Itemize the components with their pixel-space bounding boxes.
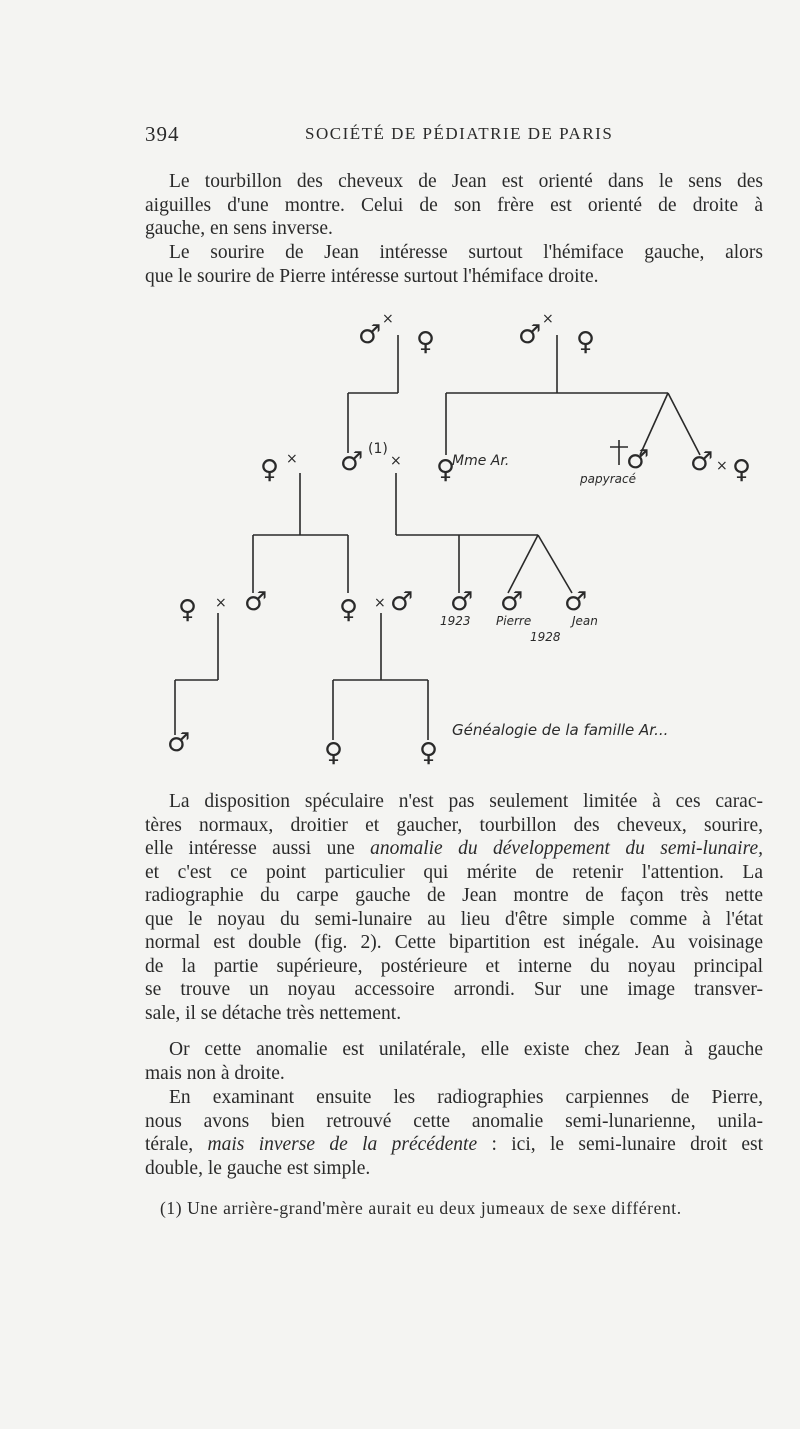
genealogy-figure bbox=[140, 295, 780, 785]
paragraph-unilateral bbox=[145, 1038, 763, 1085]
text-line: aiguilles d'une montre. Celui de son frère est orienté de droite à bbox=[145, 194, 763, 216]
page-number: 394 bbox=[145, 122, 180, 146]
label-mme-ar: Mme Ar. bbox=[452, 453, 510, 469]
male-symbol: ♂ bbox=[244, 587, 268, 617]
male-symbol: ♂ bbox=[500, 587, 524, 617]
female-symbol: ♀ bbox=[436, 455, 456, 485]
paragraph-pierre-radiographs bbox=[145, 1086, 763, 1180]
male-symbol: ♂ bbox=[167, 728, 191, 758]
male-symbol: ♂ bbox=[450, 587, 474, 617]
male-symbol: ♂ bbox=[564, 587, 588, 617]
female-symbol: ♀ bbox=[732, 455, 752, 485]
text-line: que le sourire de Pierre intéresse surtout l'hémiface droite. bbox=[145, 265, 599, 287]
text-line: que le noyau du semi-lunaire au lieu d'être simple comme à l'état bbox=[145, 908, 763, 930]
marriage-symbol: × bbox=[716, 458, 728, 474]
text-segment: elle intéresse aussi une bbox=[145, 838, 371, 859]
male-symbol: ♂ bbox=[358, 320, 382, 350]
text-line: de la partie supérieure, postérieure et interne du noyau principal bbox=[145, 955, 763, 977]
pedigree-lines bbox=[175, 335, 700, 740]
text-line: radiographie du carpe gauche de Jean montre de façon très nette bbox=[145, 885, 763, 906]
text-line: mais non à droite. bbox=[145, 1062, 285, 1084]
label-jean: Jean bbox=[572, 614, 598, 628]
paragraph-specular-disposition bbox=[145, 790, 763, 1025]
text-line: gauche, en sens inverse. bbox=[145, 218, 333, 239]
male-symbol: ♂ bbox=[690, 447, 714, 477]
running-title: SOCIÉTÉ DE PÉDIATRIE DE PARIS bbox=[305, 124, 614, 143]
female-symbol: ♀ bbox=[178, 595, 198, 625]
paragraph-hair-whorl bbox=[145, 170, 763, 241]
female-symbol: ♀ bbox=[324, 738, 344, 768]
text-line bbox=[145, 1133, 763, 1157]
text-line: Le sourire de Jean intéresse surtout l'hémiface gauche, alors bbox=[169, 242, 763, 263]
male-symbol: ♂ bbox=[340, 447, 364, 477]
text-line: nous avons bien retrouvé cette anomalie semi-lunarienne, unila- bbox=[145, 1110, 763, 1132]
marriage-symbol: × bbox=[382, 311, 394, 327]
marriage-symbol: × bbox=[215, 595, 227, 611]
text-line: et c'est ce point particulier qui mérite de retenir l'attention. La bbox=[145, 861, 763, 883]
label-papyrace: papyracé bbox=[580, 472, 636, 486]
text-line: En examinant ensuite les radiographies carpiennes de Pierre, bbox=[169, 1087, 763, 1108]
text-line bbox=[145, 837, 763, 861]
male-symbol: ♂ bbox=[626, 445, 650, 475]
text-segment: térale, bbox=[145, 1134, 208, 1155]
marriage-symbol: × bbox=[374, 595, 386, 611]
figure-caption: Généalogie de la famille Ar... bbox=[452, 721, 669, 739]
text-line: Le tourbillon des cheveux de Jean est orienté dans le sens des bbox=[169, 171, 763, 192]
label-1928: 1928 bbox=[530, 630, 561, 644]
text-line: La disposition spéculaire n'est pas seulement limitée à ces carac- bbox=[169, 791, 763, 812]
female-symbol: ♀ bbox=[419, 738, 439, 768]
emphasis-text: anomalie du développement du semi-lunaire, bbox=[370, 838, 763, 859]
male-symbol: ♂ bbox=[390, 587, 414, 617]
female-symbol: ♀ bbox=[339, 595, 359, 625]
female-symbol: ♀ bbox=[260, 455, 280, 485]
text-line: Or cette anomalie est unilatérale, elle existe chez Jean à gauche bbox=[169, 1039, 763, 1060]
female-symbol: ♀ bbox=[576, 327, 596, 357]
text-line: double, le gauche est simple. bbox=[145, 1157, 371, 1179]
emphasis-text: mais inverse de la précédente bbox=[207, 1134, 478, 1155]
text-segment: : ici, le semi-lunaire droit est bbox=[477, 1134, 763, 1155]
male-symbol: ♂ bbox=[518, 320, 542, 350]
female-symbol: ♀ bbox=[416, 327, 436, 357]
label-1923: 1923 bbox=[440, 614, 471, 628]
footnote: (1) Une arrière-grand'mère aurait eu deux jumeaux de sexe différent. bbox=[160, 1198, 682, 1218]
page-header bbox=[145, 122, 765, 152]
marriage-symbol: × bbox=[286, 451, 298, 467]
label-pierre: Pierre bbox=[496, 614, 532, 628]
footnote-marker: (1) bbox=[368, 441, 388, 457]
marriage-symbol: × bbox=[542, 311, 554, 327]
paragraph-smile bbox=[145, 241, 763, 288]
text-line: sale, il se détache très nettement. bbox=[145, 1002, 402, 1024]
text-line: se trouve un noyau accessoire arrondi. Sur une image transver- bbox=[145, 979, 763, 1000]
marriage-symbol: × bbox=[390, 453, 402, 469]
text-line: normal est double (fig. 2). Cette bipartition est inégale. Au voisinage bbox=[145, 932, 763, 953]
text-line: tères normaux, droitier et gaucher, tourbillon des cheveux, sourire, bbox=[145, 814, 763, 836]
